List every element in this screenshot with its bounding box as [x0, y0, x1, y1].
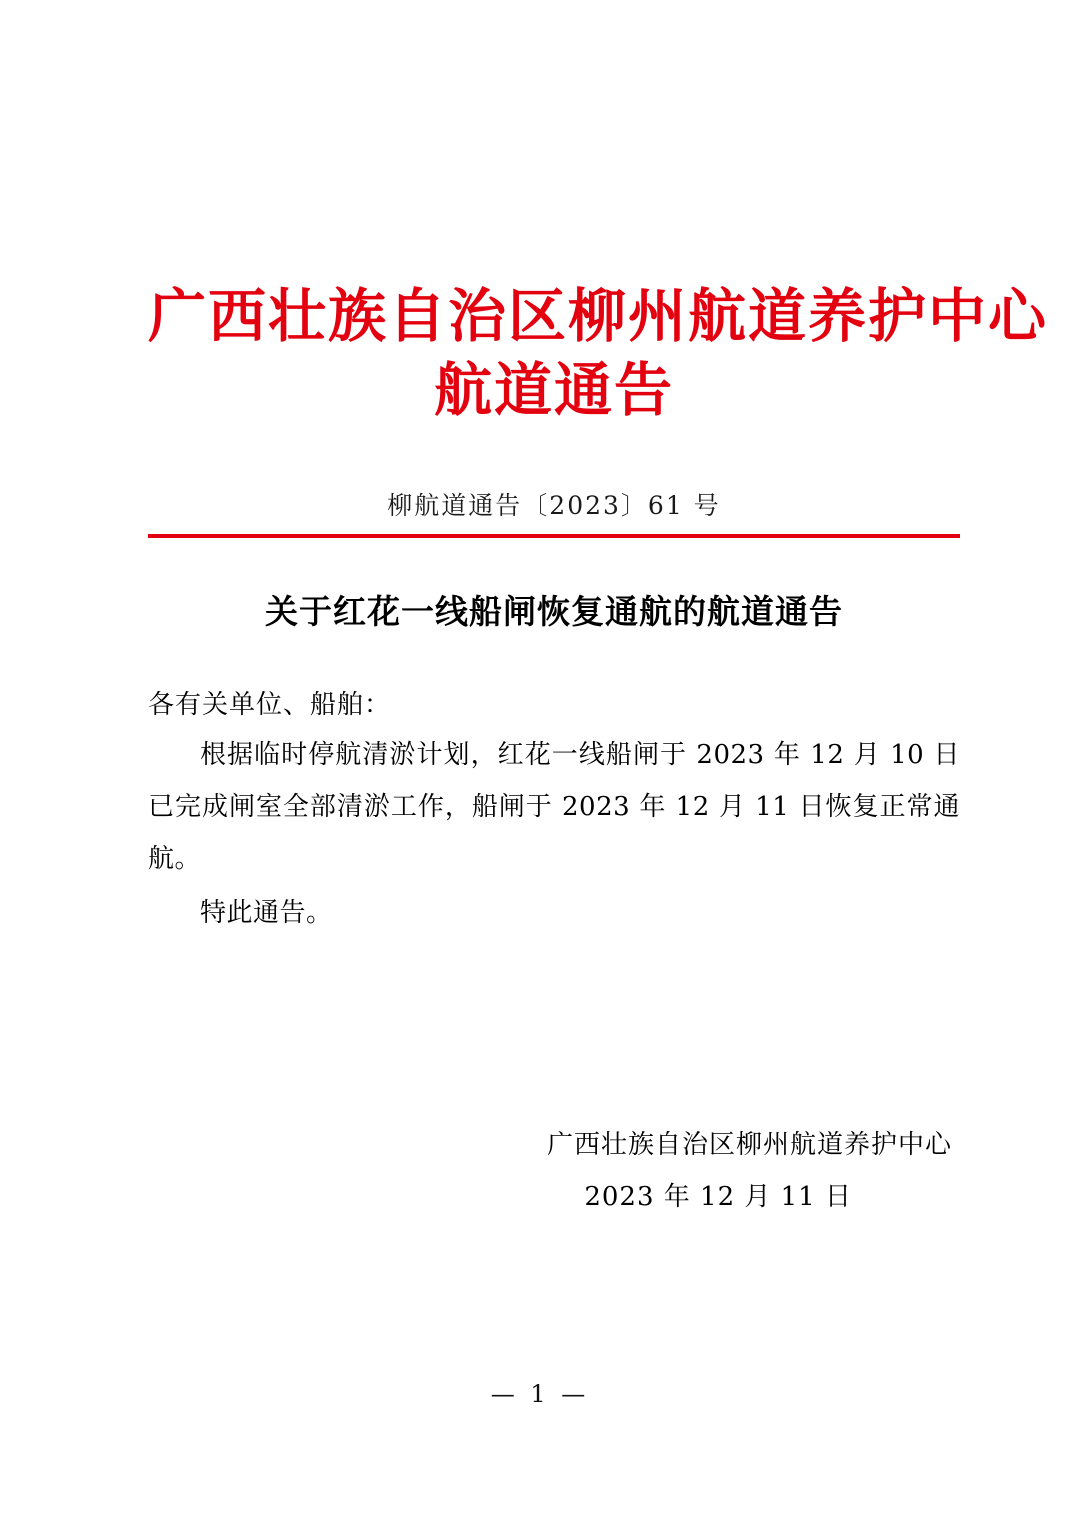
- masthead-line-1: 广西壮族自治区柳州航道养护中心: [148, 282, 1049, 350]
- body-paragraph-1: 根据临时停航清淤计划，红花一线船闸于 2023 年 12 月 10 日已完成闸室全部清淤工作，船闸于 2023 年 12 月 11 日恢复正常通航。: [148, 740, 960, 874]
- body-paragraph-2: 特此通告。: [200, 898, 333, 928]
- page-footer: — 1 —: [490, 1380, 590, 1408]
- red-divider-rule: [148, 534, 960, 538]
- masthead-line-2: 航道通告: [433, 356, 674, 424]
- signature-date: 2023 年 12 月 11 日: [584, 1182, 852, 1212]
- masthead: [148, 280, 1049, 428]
- signature-block: [148, 1119, 960, 1223]
- signature-organization: 广西壮族自治区柳州航道养护中心: [546, 1130, 952, 1160]
- document-content: [148, 0, 1049, 1223]
- page-title: 关于红花一线船闸恢复通航的航道通告: [265, 592, 843, 631]
- document-number: 柳航道通告〔2023〕61 号: [387, 491, 721, 520]
- salutation: 各有关单位、船舶：: [148, 690, 392, 720]
